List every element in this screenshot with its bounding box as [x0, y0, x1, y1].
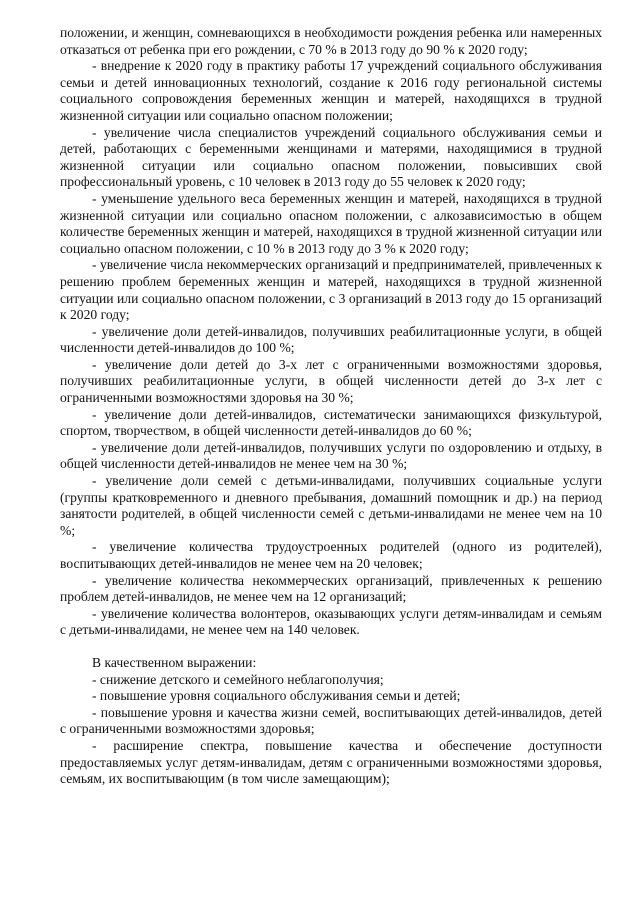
list-item: - внедрение к 2020 году в практику работы 17 учреждений социального обслуживания семьи и детей инновационных технологий, создание к 2016 году региональной системы социального сопровождения беременных женщин и матерей, находящихся в трудной жизненной ситуации или социально опасном положении;: [60, 58, 602, 123]
list-item: - снижение детского и семейного неблагополучия;: [92, 671, 384, 687]
list-item: - расширение спектра, повышение качества и обеспечение доступности предоставляемых услуг детям-инвалидам, детям с ограниченными возможностями здоровья, семьям, их воспитывающим (в том числе замещающим);: [60, 737, 602, 787]
paragraph-continuation: положении, и женщин, сомневающихся в необходимости рождения ребенка или намеренных отказаться от ребенка при его рождении, с 70 % в 2013 году до 90 % к 2020 году;: [60, 25, 602, 57]
list-item: - повышение уровня социального обслуживания семьи и детей;: [92, 688, 461, 704]
list-item: - увеличение доли семей с детьми-инвалидами, получивших социальные услуги (группы кратковременного и дневного пребывания, домашний помощник и др.) на период занятости родителей, в общей численности семей с детьми-инвалидами не менее чем на 10 %;: [60, 473, 602, 538]
list-item: - увеличение количества некоммерческих организаций, привлеченных к решению проблем детей-инвалидов, не менее чем на 12 организаций;: [60, 572, 602, 605]
list-item: - увеличение числа специалистов учреждений социального обслуживания семьи и детей, работающих с беременными женщинами и матерями, находящимися в трудной жизненной ситуации или социально опасном положении, повысивших свой профессиональный уровень, с 10 человек в 2013 году до 55 человек к 2020 году;: [60, 124, 602, 190]
list-item: - увеличение доли детей-инвалидов, получивших услуги по оздоровлению и отдыху, в общей численности детей-инвалидов не менее чем на 30 %;: [60, 439, 602, 472]
list-item: - уменьшение удельного веса беременных женщин и матерей, находящихся в трудной жизненной ситуации или социально опасном положении, с алкозависимостью в общем количестве беременных женщин и матерей, находящихся в трудной жизненной ситуации или социально опасном положении, с 10 % в 2013 году до 3 % к 2020 году;: [60, 190, 602, 256]
section-gap: [60, 639, 602, 655]
list-item: - увеличение доли детей-инвалидов, систематически занимающихся физкультурой, спортом, творчеством, в общей численности детей-инвалидов до 60 %;: [60, 406, 602, 439]
list-item: - увеличение количества трудоустроенных родителей (одного из родителей), воспитывающих детей-инвалидов не менее чем на 20 человек;: [60, 539, 602, 571]
section-heading: В качественном выражении:: [92, 654, 257, 670]
document-page: [60, 25, 602, 788]
list-item: - увеличение числа некоммерческих организаций и предпринимателей, привлеченных к решению проблем беременных женщин и матерей, находящихся в трудной жизненной ситуации или социально опасном положении, с 3 организаций в 2013 году до 15 организаций к 2020 году;: [60, 257, 602, 323]
list-item: - увеличение количества волонтеров, оказывающих услуги детям-инвалидам и семьям с детьми-инвалидами, не менее чем на 140 человек.: [60, 605, 602, 638]
list-item: - увеличение доли детей до 3-х лет с ограниченными возможностями здоровья, получивших реабилитационные услуги, в общей численности детей до 3-х лет с ограниченными возможностями здоровья на 30 %;: [60, 356, 602, 406]
list-item: - повышение уровня и качества жизни семей, воспитывающих детей-инвалидов, детей с ограниченными возможностями здоровья;: [60, 704, 602, 737]
list-item: - увеличение доли детей-инвалидов, получивших реабилитационные услуги, в общей численности детей-инвалидов до 100 %;: [60, 323, 602, 356]
